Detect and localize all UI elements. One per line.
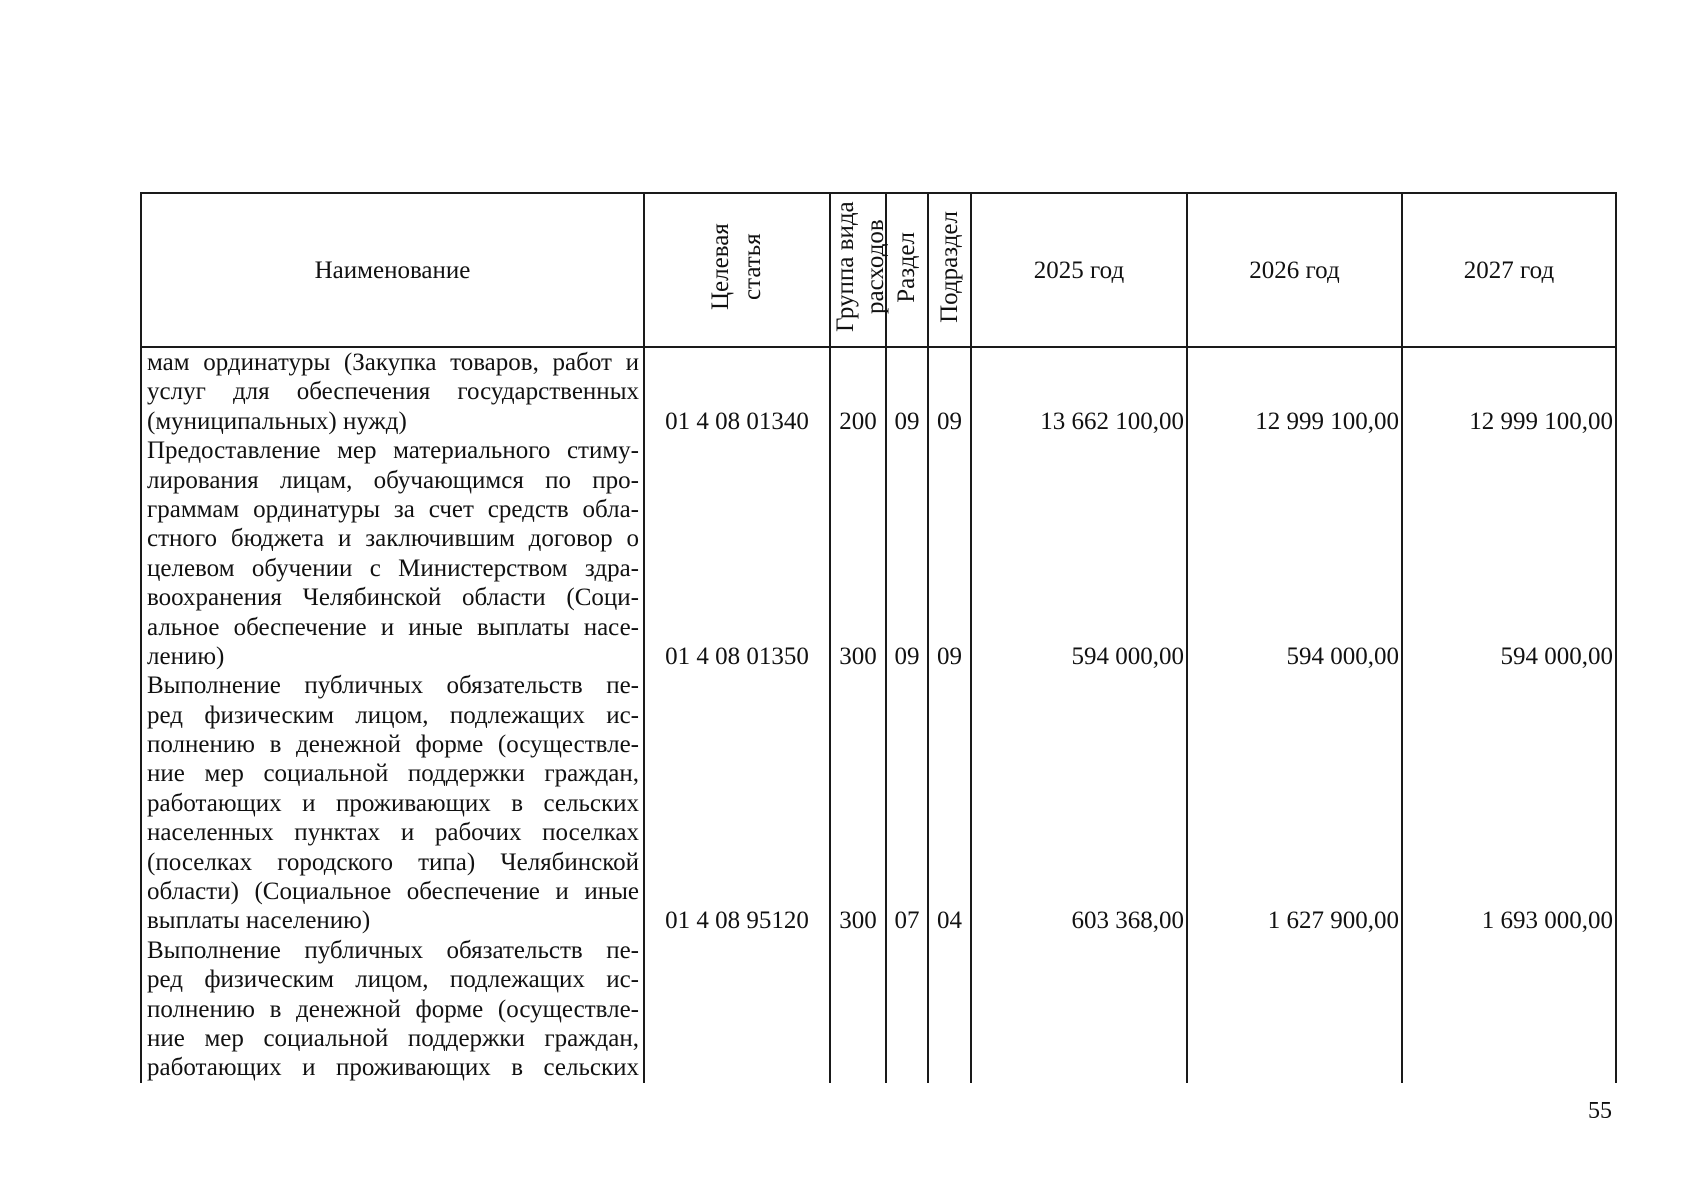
year-2027-cell: 12 999 100,00 (1402, 347, 1616, 436)
header-year-2027-label: 2027 год (1463, 256, 1555, 284)
name-line: стного бюджета и заключившим договор о (147, 525, 639, 553)
year-2027-cell: 594 000,00 (1402, 436, 1616, 671)
header-name (141, 193, 644, 347)
target-article-cell: 01 4 08 01340 (644, 347, 830, 436)
name-line: (муниципальных) нужд) (147, 407, 407, 435)
table-row (141, 347, 1616, 436)
year-2025-cell (971, 936, 1187, 1083)
target-article-cell (644, 936, 830, 1083)
name-line: Предоставление мер материального стиму- (147, 437, 639, 465)
header-year-2025 (971, 193, 1187, 347)
name-cell (141, 671, 644, 936)
header-subsection (928, 193, 971, 347)
name-line: мам ординатуры (Закупка товаров, работ и (147, 349, 639, 376)
year-2025-cell: 603 368,00 (971, 671, 1187, 936)
table-row (141, 436, 1616, 671)
year-2026-cell: 594 000,00 (1187, 436, 1402, 671)
name-line: воохранения Челябинской области (Соци- (147, 584, 639, 612)
name-line: ред физическим лицом, подлежащих ис- (147, 966, 639, 994)
subsection-cell (928, 936, 971, 1083)
table-body (141, 347, 1616, 1083)
expense-group-cell: 200 (830, 347, 886, 436)
target-article-cell: 01 4 08 01350 (644, 436, 830, 671)
year-2025-cell: 594 000,00 (971, 436, 1187, 671)
subsection-cell: 04 (928, 671, 971, 936)
header-subsection-label: Подраздел (935, 211, 963, 323)
year-2026-cell: 1 627 900,00 (1187, 671, 1402, 936)
target-article-cell: 01 4 08 95120 (644, 671, 830, 936)
header-name-label: Наименование (314, 256, 471, 284)
expense-group-cell (830, 936, 886, 1083)
name-line: полнению в денежной форме (осуществле- (147, 731, 639, 759)
name-line: (поселках городского типа) Челябинской (147, 848, 639, 876)
name-line: полнению в денежной форме (осуществле- (147, 995, 639, 1023)
year-2026-cell (1187, 936, 1402, 1083)
header-year-2026-label: 2026 год (1249, 256, 1340, 284)
page-number: 55 (1588, 1098, 1612, 1124)
name-line: Выполнение публичных обязательств пе- (147, 672, 639, 700)
name-cell (141, 436, 644, 671)
subsection-cell: 09 (928, 436, 971, 671)
name-cell (141, 347, 644, 436)
name-line: населенных пунктах и рабочих поселках (147, 819, 639, 847)
name-line: Выполнение публичных обязательств пе- (147, 936, 639, 964)
header-target-article-label: Целевая статья (707, 223, 766, 311)
header-row (141, 193, 1616, 347)
expense-group-cell: 300 (830, 671, 886, 936)
budget-table (140, 192, 1617, 1083)
name-line: альное обеспечение и иные выплаты насе- (147, 613, 639, 641)
name-line: лению) (147, 642, 225, 670)
name-line: работающих и проживающих в сельских (147, 789, 639, 817)
header-expense-group-label: Группа вида расходов (832, 201, 889, 333)
year-2027-cell (1402, 936, 1616, 1083)
name-line: ние мер социальной поддержки граждан, (147, 1024, 639, 1052)
table-row (141, 936, 1616, 1083)
header-section-label: Раздел (893, 231, 920, 303)
header-section (886, 193, 928, 347)
year-2027-cell: 1 693 000,00 (1402, 671, 1616, 936)
header-year-2025-label: 2025 год (1033, 256, 1125, 284)
header-target-article (644, 193, 830, 347)
expense-group-cell: 300 (830, 436, 886, 671)
name-line: услуг для обеспечения государственных (147, 378, 639, 406)
table-row (141, 671, 1616, 936)
name-cell (141, 936, 644, 1083)
section-cell: 09 (886, 436, 928, 671)
section-cell: 07 (886, 671, 928, 936)
table-header (141, 193, 1616, 347)
header-year-2027 (1402, 193, 1616, 347)
name-line: ред физическим лицом, подлежащих ис- (147, 701, 639, 729)
name-line: работающих и проживающих в сельских (147, 1054, 639, 1082)
subsection-cell: 09 (928, 347, 971, 436)
section-cell (886, 936, 928, 1083)
name-line: граммам ординатуры за счет средств обла- (147, 495, 639, 523)
section-cell: 09 (886, 347, 928, 436)
header-expense-group (830, 193, 889, 347)
header-year-2026 (1187, 193, 1402, 347)
year-2026-cell: 12 999 100,00 (1187, 347, 1402, 436)
name-line: целевом обучении с Министерством здра- (147, 554, 639, 582)
year-2025-cell: 13 662 100,00 (971, 347, 1187, 436)
name-line: области) (Социальное обеспечение и иные (147, 878, 639, 906)
name-line: выплаты населению) (147, 907, 371, 935)
name-line: лирования лицам, обучающимся по про- (147, 466, 639, 494)
name-line: ние мер социальной поддержки граждан, (147, 760, 639, 788)
